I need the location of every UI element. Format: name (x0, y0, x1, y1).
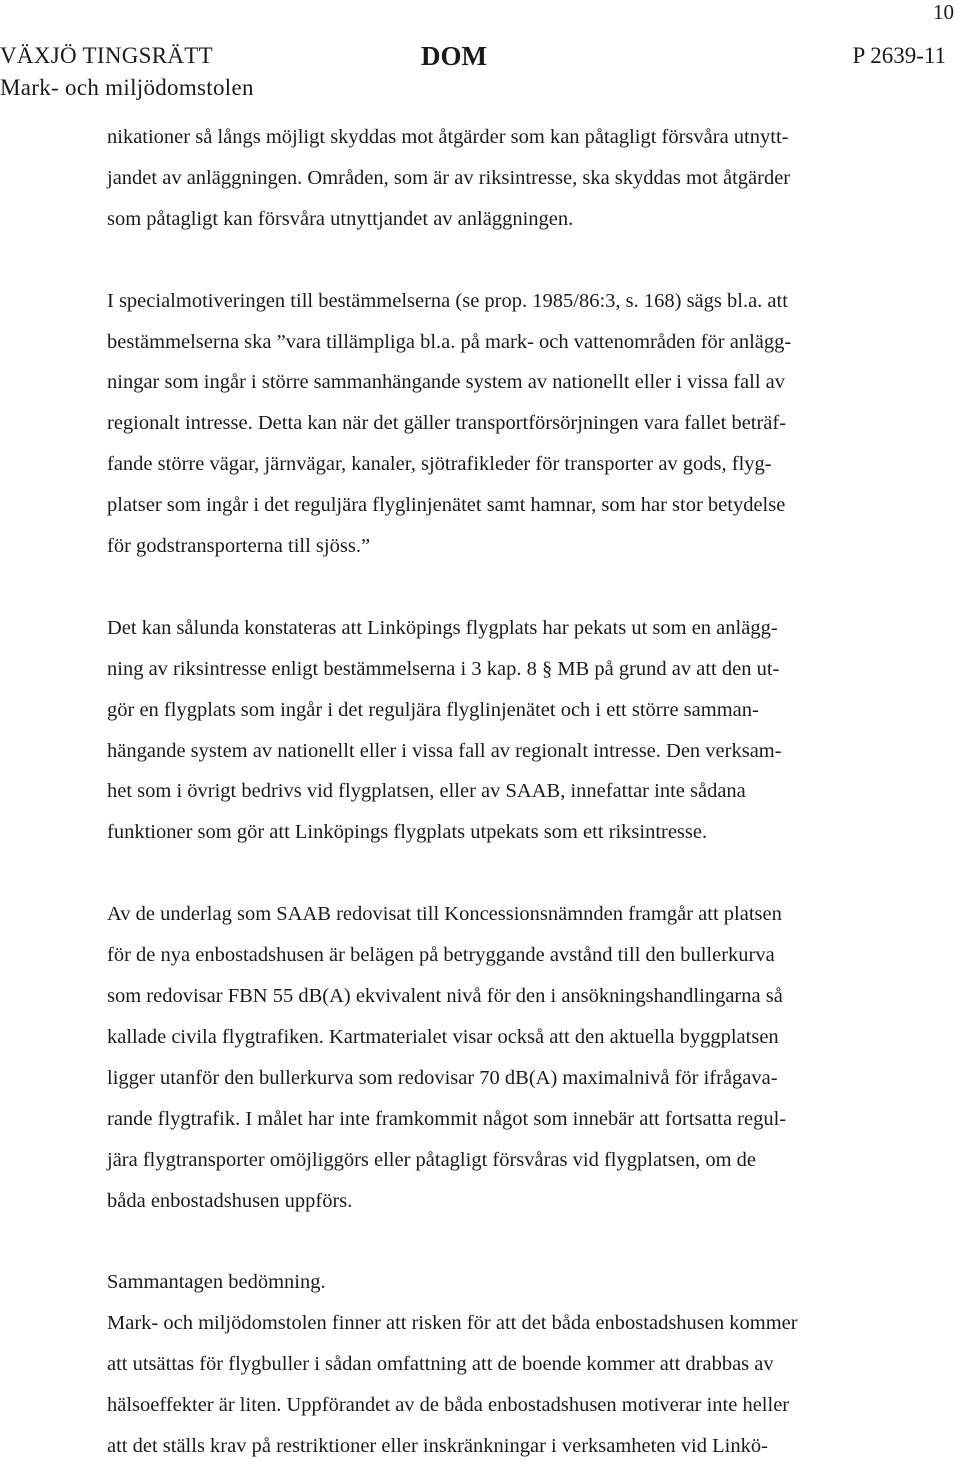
text-line: hälsoeffekter är liten. Uppförandet av de båda enbostadshusen motiverar inte heller (107, 1394, 790, 1417)
section-assessment (107, 1262, 907, 1467)
text-line: ning av riksintresse enligt bestämmelserna i 3 kap. 8 § MB på grund av att den ut- (107, 657, 780, 680)
text-line: Av de underlag som SAAB redovisat till Koncessionsnämnden framgår att platsen (107, 903, 782, 926)
paragraph-4 (107, 894, 907, 1221)
text-line: gör en flygplats som ingår i det reguljära flyglinjenätet och i ett större samman- (107, 698, 759, 721)
text-line: funktioner som gör att Linköpings flygplats utpekats som ett riksintresse. (107, 821, 708, 844)
text-line: het som i övrigt bedrivs vid flygplatsen, eller av SAAB, innefattar inte sådana (107, 780, 746, 803)
text-line: bestämmelserna ska ”vara tillämpliga bl.a. på mark- och vattenområden för anlägg- (107, 330, 792, 353)
court-block (0, 40, 254, 104)
text-line: fande större vägar, järnvägar, kanaler, sjötrafikleder för transporter av gods, flyg- (107, 453, 772, 476)
document-header (0, 40, 960, 100)
case-number: P 2639-11 (852, 43, 946, 68)
text-line: för de nya enbostadshusen är belägen på betryggande avstånd till den bullerkurva (107, 944, 775, 967)
text-line: som påtagligt kan försvåra utnyttjandet av anläggningen. (107, 207, 574, 230)
paragraph-3 (107, 608, 907, 853)
text-line: Mark- och miljödomstolen finner att risken för att det båda enbostadshusen kommer (107, 1312, 798, 1335)
text-line: båda enbostadshusen uppförs. (107, 1189, 353, 1212)
paragraph-gap (107, 567, 907, 608)
paragraph-gap (107, 240, 907, 281)
paragraph-gap (107, 1221, 907, 1262)
text-line: nikationer så långs möjligt skyddas mot åtgärder som kan påtagligt försvåra utnytt- (107, 126, 789, 148)
court-division: Mark- och miljödomstolen (0, 75, 254, 100)
text-line: ligger utanför den bullerkurva som redovisar 70 dB(A) maximalnivå för ifrågava- (107, 1066, 778, 1089)
document-type: DOM (421, 41, 487, 71)
text-line: platser som ingår i det reguljära flyglinjenätet samt hamnar, som har stor betydelse (107, 494, 786, 517)
text-line: som redovisar FBN 55 dB(A) ekvivalent nivå för den i ansökningshandlingarna så (107, 984, 783, 1007)
text-line: jära flygtransporter omöjliggörs eller påtagligt försvåras vid flygplatsen, om de (107, 1148, 756, 1171)
text-line: att utsättas för flygbuller i sådan omfattning att de boende kommer att drabbas av (107, 1353, 774, 1376)
text-line: att det ställs krav på restriktioner eller inskränkningar i verksamheten vid Linkö- (107, 1434, 768, 1457)
text-line: ningar som ingår i större sammanhängande system av nationellt eller i vissa fall av (107, 371, 786, 394)
text-line: för godstransporterna till sjöss.” (107, 535, 371, 558)
text-line: Det kan sålunda konstateras att Linköpings flygplats har pekats ut som en anlägg- (107, 616, 778, 639)
paragraph-2 (107, 281, 907, 567)
paragraph-1 (107, 117, 907, 240)
court-name: VÄXJÖ TINGSRÄTT (0, 43, 213, 68)
text-line: I specialmotiveringen till bestämmelserna (se prop. 1985/86:3, s. 168) sägs bl.a. att (107, 289, 788, 312)
text-line: rande flygtrafik. I målet har inte framkommit något som innebär att fortsatta regul- (107, 1107, 787, 1130)
section-heading: Sammantagen bedömning. (107, 1271, 326, 1294)
document-body (107, 117, 907, 1467)
text-line: jandet av anläggningen. Områden, som är av riksintresse, ska skyddas mot åtgärder (107, 166, 791, 189)
page-number: 10 (933, 0, 954, 24)
text-line: kallade civila flygtrafiken. Kartmaterialet visar också att den aktuella byggplatsen (107, 1025, 779, 1048)
text-line: regionalt intresse. Detta kan när det gäller transportförsörjningen vara fallet beträf- (107, 412, 787, 435)
text-line: hängande system av nationellt eller i vissa fall av regionalt intresse. Den verksam- (107, 739, 782, 762)
paragraph-gap (107, 853, 907, 894)
